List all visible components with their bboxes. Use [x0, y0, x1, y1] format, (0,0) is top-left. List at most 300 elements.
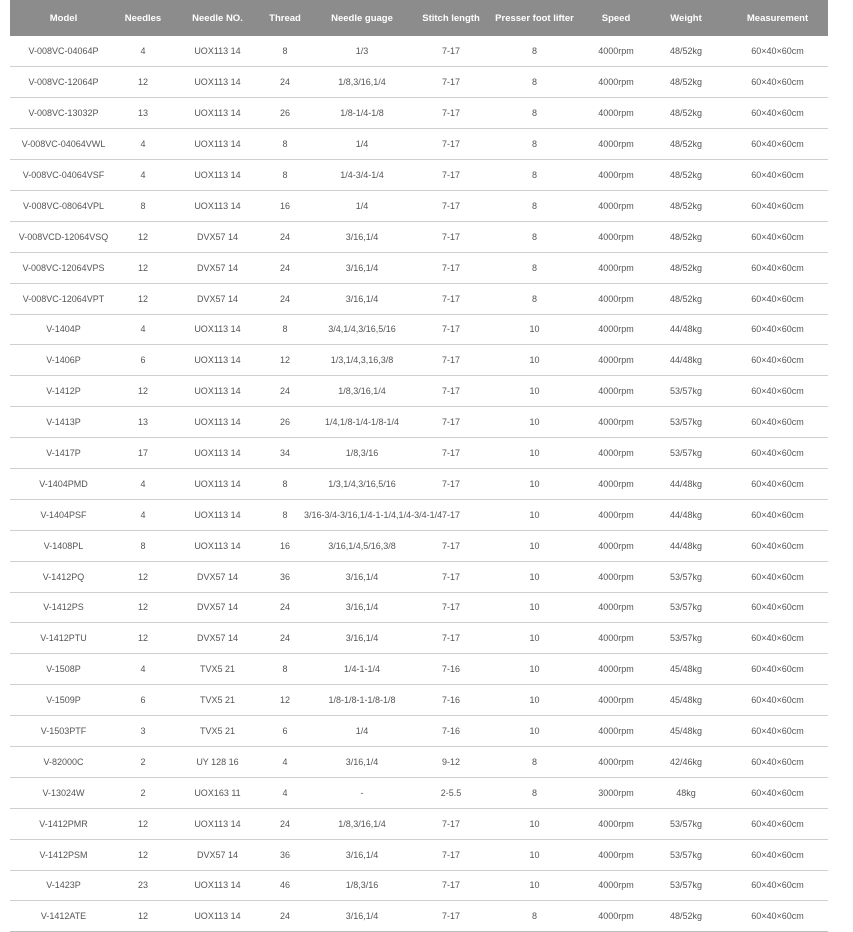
cell-thread: 4	[266, 746, 304, 777]
cell-needle-guage: 1/8,3/16	[304, 870, 420, 901]
cell-stitch-length: 7-16	[420, 716, 482, 747]
cell-needles: 12	[117, 808, 169, 839]
cell-presser-foot-lifter: 10	[482, 345, 587, 376]
cell-presser-foot-lifter: 10	[482, 839, 587, 870]
cell-presser-foot-lifter: 8	[482, 252, 587, 283]
cell-needle-no: UOX113 14	[169, 376, 266, 407]
cell-needle-guage: 1/8-1/4-1/8	[304, 98, 420, 129]
cell-speed: 4000rpm	[587, 221, 645, 252]
cell-model: V-008VC-12064P	[10, 67, 117, 98]
cell-needle-guage: 1/8,3/16,1/4	[304, 376, 420, 407]
cell-needle-no: UOX113 14	[169, 67, 266, 98]
cell-needles: 12	[117, 283, 169, 314]
cell-weight: 44/48kg	[645, 499, 727, 530]
cell-stitch-length: 7-17	[420, 499, 482, 530]
table-row	[10, 407, 828, 438]
cell-stitch-length: 7-17	[420, 468, 482, 499]
cell-presser-foot-lifter: 8	[482, 98, 587, 129]
cell-presser-foot-lifter: 8	[482, 746, 587, 777]
cell-model: V-1508P	[10, 654, 117, 685]
table-row	[10, 499, 828, 530]
cell-thread: 8	[266, 654, 304, 685]
cell-needle-no: UOX113 14	[169, 438, 266, 469]
cell-thread: 8	[266, 468, 304, 499]
cell-presser-foot-lifter: 8	[482, 160, 587, 191]
cell-weight: 48/52kg	[645, 67, 727, 98]
cell-needle-guage: 3/16,1/4	[304, 283, 420, 314]
cell-needle-no: DVX57 14	[169, 623, 266, 654]
cell-weight: 53/57kg	[645, 870, 727, 901]
table-row	[10, 468, 828, 499]
cell-model: V-13024W	[10, 777, 117, 808]
cell-needle-no: UOX113 14	[169, 870, 266, 901]
cell-needles: 3	[117, 716, 169, 747]
cell-presser-foot-lifter: 10	[482, 314, 587, 345]
table-row	[10, 530, 828, 561]
cell-stitch-length: 7-17	[420, 839, 482, 870]
header-row	[10, 0, 828, 36]
cell-stitch-length: 7-17	[420, 283, 482, 314]
cell-thread: 46	[266, 870, 304, 901]
cell-needle-guage: 1/8-1/8-1-1/8-1/8	[304, 685, 420, 716]
cell-speed: 4000rpm	[587, 67, 645, 98]
table-row	[10, 438, 828, 469]
cell-thread: 24	[266, 808, 304, 839]
table-header	[10, 0, 828, 36]
cell-stitch-length: 7-17	[420, 36, 482, 67]
cell-needle-guage: 3/16,1/4	[304, 221, 420, 252]
cell-presser-foot-lifter: 8	[482, 901, 587, 932]
column-header-needle-no: Needle NO.	[192, 12, 243, 24]
cell-measurement: 60×40×60cm	[727, 561, 828, 592]
cell-stitch-length: 7-17	[420, 190, 482, 221]
cell-stitch-length: 7-17	[420, 808, 482, 839]
cell-needle-no: DVX57 14	[169, 561, 266, 592]
cell-needles: 12	[117, 252, 169, 283]
cell-speed: 4000rpm	[587, 499, 645, 530]
table-row	[10, 777, 828, 808]
column-header-weight: Weight	[670, 12, 702, 24]
cell-thread: 8	[266, 314, 304, 345]
cell-needles: 12	[117, 623, 169, 654]
column-header-needle-guage: Needle guage	[331, 12, 393, 24]
table-row	[10, 654, 828, 685]
cell-weight: 44/48kg	[645, 530, 727, 561]
cell-stitch-length: 7-17	[420, 623, 482, 654]
cell-needles: 17	[117, 438, 169, 469]
table-row	[10, 623, 828, 654]
cell-weight: 53/57kg	[645, 407, 727, 438]
cell-presser-foot-lifter: 10	[482, 716, 587, 747]
cell-needle-guage: 3/16-3/4-3/16,1/4-1-1/4,1/4-3/4-1/4	[304, 499, 420, 530]
cell-model: V-008VC-13032P	[10, 98, 117, 129]
cell-thread: 24	[266, 221, 304, 252]
cell-speed: 4000rpm	[587, 129, 645, 160]
cell-weight: 48/52kg	[645, 252, 727, 283]
cell-model: V-1412PQ	[10, 561, 117, 592]
cell-measurement: 60×40×60cm	[727, 36, 828, 67]
cell-needle-guage: 1/4-3/4-1/4	[304, 160, 420, 191]
cell-stitch-length: 7-17	[420, 345, 482, 376]
cell-needles: 12	[117, 901, 169, 932]
cell-measurement: 60×40×60cm	[727, 221, 828, 252]
cell-needle-guage: 3/16,1/4	[304, 623, 420, 654]
cell-needles: 4	[117, 36, 169, 67]
cell-presser-foot-lifter: 8	[482, 36, 587, 67]
table-row	[10, 190, 828, 221]
spec-table	[10, 0, 828, 932]
cell-stitch-length: 7-17	[420, 592, 482, 623]
column-header-model: Model	[49, 12, 78, 24]
cell-thread: 8	[266, 499, 304, 530]
cell-presser-foot-lifter: 10	[482, 530, 587, 561]
cell-model: V-1412PSM	[10, 839, 117, 870]
cell-model: V-1404PSF	[10, 499, 117, 530]
cell-needles: 2	[117, 777, 169, 808]
cell-needles: 4	[117, 129, 169, 160]
cell-speed: 4000rpm	[587, 36, 645, 67]
cell-stitch-length: 7-17	[420, 221, 482, 252]
cell-model: V-1503PTF	[10, 716, 117, 747]
cell-needle-no: UOX113 14	[169, 98, 266, 129]
cell-thread: 36	[266, 561, 304, 592]
cell-weight: 48kg	[645, 777, 727, 808]
cell-thread: 24	[266, 283, 304, 314]
cell-weight: 48/52kg	[645, 190, 727, 221]
table-row	[10, 839, 828, 870]
cell-weight: 45/48kg	[645, 716, 727, 747]
table-row	[10, 376, 828, 407]
cell-needle-guage: 3/16,1/4	[304, 746, 420, 777]
cell-speed: 4000rpm	[587, 592, 645, 623]
cell-needles: 13	[117, 98, 169, 129]
cell-model: V-008VC-04064VSF	[10, 160, 117, 191]
cell-model: V-1412PTU	[10, 623, 117, 654]
cell-needle-no: DVX57 14	[169, 252, 266, 283]
cell-needle-no: UOX113 14	[169, 160, 266, 191]
table-row	[10, 901, 828, 932]
cell-weight: 53/57kg	[645, 839, 727, 870]
cell-stitch-length: 7-17	[420, 870, 482, 901]
cell-measurement: 60×40×60cm	[727, 98, 828, 129]
table-row	[10, 36, 828, 67]
cell-speed: 4000rpm	[587, 283, 645, 314]
cell-measurement: 60×40×60cm	[727, 67, 828, 98]
cell-weight: 48/52kg	[645, 129, 727, 160]
cell-speed: 4000rpm	[587, 623, 645, 654]
cell-presser-foot-lifter: 10	[482, 561, 587, 592]
cell-model: V-1412P	[10, 376, 117, 407]
cell-measurement: 60×40×60cm	[727, 283, 828, 314]
cell-thread: 24	[266, 252, 304, 283]
cell-needle-no: DVX57 14	[169, 592, 266, 623]
cell-stitch-length: 7-16	[420, 685, 482, 716]
cell-weight: 53/57kg	[645, 376, 727, 407]
cell-needles: 4	[117, 160, 169, 191]
table-row	[10, 67, 828, 98]
table-row	[10, 746, 828, 777]
cell-model: V-1417P	[10, 438, 117, 469]
cell-thread: 6	[266, 716, 304, 747]
cell-speed: 4000rpm	[587, 901, 645, 932]
cell-speed: 4000rpm	[587, 438, 645, 469]
cell-model: V-1413P	[10, 407, 117, 438]
cell-stitch-length: 7-17	[420, 901, 482, 932]
cell-measurement: 60×40×60cm	[727, 777, 828, 808]
column-header-presser-foot-lifter: Presser foot lifter	[495, 12, 574, 24]
cell-presser-foot-lifter: 10	[482, 654, 587, 685]
cell-model: V-1423P	[10, 870, 117, 901]
cell-presser-foot-lifter: 10	[482, 870, 587, 901]
cell-thread: 24	[266, 67, 304, 98]
cell-model: V-1412ATE	[10, 901, 117, 932]
cell-measurement: 60×40×60cm	[727, 530, 828, 561]
cell-needle-no: UOX113 14	[169, 901, 266, 932]
cell-speed: 4000rpm	[587, 808, 645, 839]
cell-needle-guage: 3/16,1/4	[304, 901, 420, 932]
cell-speed: 4000rpm	[587, 746, 645, 777]
cell-needle-guage: 1/3,1/4,3/16,5/16	[304, 468, 420, 499]
cell-needle-no: UOX113 14	[169, 345, 266, 376]
table-row	[10, 314, 828, 345]
table-row	[10, 870, 828, 901]
cell-needles: 6	[117, 685, 169, 716]
cell-presser-foot-lifter: 10	[482, 592, 587, 623]
cell-speed: 4000rpm	[587, 685, 645, 716]
cell-needle-no: UOX113 14	[169, 499, 266, 530]
cell-presser-foot-lifter: 10	[482, 808, 587, 839]
cell-model: V-1412PS	[10, 592, 117, 623]
cell-needle-no: DVX57 14	[169, 283, 266, 314]
cell-needle-guage: 3/16,1/4	[304, 561, 420, 592]
cell-measurement: 60×40×60cm	[727, 129, 828, 160]
cell-needle-guage: 1/4	[304, 129, 420, 160]
cell-measurement: 60×40×60cm	[727, 345, 828, 376]
cell-presser-foot-lifter: 8	[482, 67, 587, 98]
table-row	[10, 221, 828, 252]
cell-presser-foot-lifter: 8	[482, 777, 587, 808]
cell-weight: 53/57kg	[645, 623, 727, 654]
cell-thread: 8	[266, 160, 304, 191]
cell-thread: 24	[266, 376, 304, 407]
cell-needle-no: UOX113 14	[169, 808, 266, 839]
cell-needle-guage: 1/3,1/4,3,16,3/8	[304, 345, 420, 376]
cell-measurement: 60×40×60cm	[727, 160, 828, 191]
table-row	[10, 98, 828, 129]
cell-thread: 12	[266, 345, 304, 376]
cell-speed: 3000rpm	[587, 777, 645, 808]
cell-stitch-length: 7-17	[420, 160, 482, 191]
cell-measurement: 60×40×60cm	[727, 716, 828, 747]
cell-speed: 4000rpm	[587, 839, 645, 870]
cell-needle-guage: 3/4,1/4,3/16,5/16	[304, 314, 420, 345]
cell-stitch-length: 7-16	[420, 654, 482, 685]
cell-model: V-1509P	[10, 685, 117, 716]
cell-thread: 26	[266, 407, 304, 438]
cell-speed: 4000rpm	[587, 190, 645, 221]
table-row	[10, 252, 828, 283]
cell-thread: 16	[266, 530, 304, 561]
table-row	[10, 129, 828, 160]
cell-needles: 12	[117, 561, 169, 592]
cell-measurement: 60×40×60cm	[727, 746, 828, 777]
cell-needle-no: UOX113 14	[169, 190, 266, 221]
cell-weight: 48/52kg	[645, 221, 727, 252]
cell-weight: 53/57kg	[645, 808, 727, 839]
cell-needles: 23	[117, 870, 169, 901]
table-row	[10, 716, 828, 747]
cell-measurement: 60×40×60cm	[727, 901, 828, 932]
cell-weight: 42/46kg	[645, 746, 727, 777]
cell-weight: 45/48kg	[645, 685, 727, 716]
cell-presser-foot-lifter: 8	[482, 190, 587, 221]
cell-measurement: 60×40×60cm	[727, 839, 828, 870]
cell-needles: 12	[117, 592, 169, 623]
cell-measurement: 60×40×60cm	[727, 468, 828, 499]
cell-presser-foot-lifter: 10	[482, 623, 587, 654]
cell-needle-no: TVX5 21	[169, 685, 266, 716]
cell-measurement: 60×40×60cm	[727, 407, 828, 438]
table-row	[10, 561, 828, 592]
cell-stitch-length: 9-12	[420, 746, 482, 777]
cell-thread: 8	[266, 36, 304, 67]
cell-needle-no: DVX57 14	[169, 221, 266, 252]
cell-weight: 53/57kg	[645, 438, 727, 469]
cell-needle-guage: 1/8,3/16,1/4	[304, 808, 420, 839]
cell-measurement: 60×40×60cm	[727, 623, 828, 654]
cell-presser-foot-lifter: 10	[482, 685, 587, 716]
cell-needle-no: UY 128 16	[169, 746, 266, 777]
cell-presser-foot-lifter: 10	[482, 468, 587, 499]
cell-presser-foot-lifter: 8	[482, 283, 587, 314]
cell-weight: 48/52kg	[645, 98, 727, 129]
cell-needle-guage: 3/16,1/4	[304, 839, 420, 870]
cell-model: V-1406P	[10, 345, 117, 376]
cell-needles: 6	[117, 345, 169, 376]
cell-stitch-length: 7-17	[420, 530, 482, 561]
cell-needles: 2	[117, 746, 169, 777]
cell-speed: 4000rpm	[587, 252, 645, 283]
cell-speed: 4000rpm	[587, 407, 645, 438]
cell-model: V-1404PMD	[10, 468, 117, 499]
table-row	[10, 685, 828, 716]
cell-model: V-008VC-12064VPT	[10, 283, 117, 314]
cell-stitch-length: 7-17	[420, 376, 482, 407]
cell-measurement: 60×40×60cm	[727, 252, 828, 283]
column-header-measurement: Measurement	[746, 12, 809, 24]
cell-thread: 26	[266, 98, 304, 129]
cell-weight: 44/48kg	[645, 345, 727, 376]
cell-needle-no: UOX113 14	[169, 36, 266, 67]
cell-model: V-008VC-04064VWL	[10, 129, 117, 160]
cell-measurement: 60×40×60cm	[727, 808, 828, 839]
cell-needles: 4	[117, 314, 169, 345]
cell-model: V-1412PMR	[10, 808, 117, 839]
cell-weight: 48/52kg	[645, 36, 727, 67]
cell-model: V-1408PL	[10, 530, 117, 561]
cell-model: V-1404P	[10, 314, 117, 345]
cell-needle-no: UOX113 14	[169, 468, 266, 499]
cell-weight: 44/48kg	[645, 468, 727, 499]
cell-stitch-length: 7-17	[420, 129, 482, 160]
cell-needle-guage: 1/3	[304, 36, 420, 67]
cell-thread: 4	[266, 777, 304, 808]
cell-needle-guage: -	[304, 777, 420, 808]
cell-measurement: 60×40×60cm	[727, 438, 828, 469]
cell-weight: 44/48kg	[645, 314, 727, 345]
cell-needles: 4	[117, 468, 169, 499]
cell-stitch-length: 7-17	[420, 438, 482, 469]
cell-needle-no: UOX113 14	[169, 129, 266, 160]
cell-needle-guage: 3/16,1/4	[304, 592, 420, 623]
cell-needle-guage: 1/8,3/16,1/4	[304, 67, 420, 98]
cell-speed: 4000rpm	[587, 314, 645, 345]
cell-measurement: 60×40×60cm	[727, 685, 828, 716]
cell-speed: 4000rpm	[587, 468, 645, 499]
cell-presser-foot-lifter: 10	[482, 407, 587, 438]
cell-speed: 4000rpm	[587, 376, 645, 407]
cell-thread: 24	[266, 623, 304, 654]
cell-weight: 48/52kg	[645, 283, 727, 314]
table-row	[10, 283, 828, 314]
cell-thread: 12	[266, 685, 304, 716]
cell-speed: 4000rpm	[587, 561, 645, 592]
cell-stitch-length: 7-17	[420, 561, 482, 592]
cell-needle-no: UOX113 14	[169, 530, 266, 561]
cell-model: V-008VC-12064VPS	[10, 252, 117, 283]
cell-thread: 16	[266, 190, 304, 221]
cell-needles: 8	[117, 190, 169, 221]
cell-needle-no: TVX5 21	[169, 654, 266, 685]
cell-speed: 4000rpm	[587, 98, 645, 129]
cell-needle-no: DVX57 14	[169, 839, 266, 870]
table-row	[10, 808, 828, 839]
cell-model: V-008VC-04064P	[10, 36, 117, 67]
table-row	[10, 345, 828, 376]
cell-needle-guage: 1/4	[304, 190, 420, 221]
cell-presser-foot-lifter: 8	[482, 129, 587, 160]
cell-stitch-length: 7-17	[420, 98, 482, 129]
cell-needle-guage: 1/8,3/16	[304, 438, 420, 469]
cell-weight: 48/52kg	[645, 160, 727, 191]
column-header-needles: Needles	[124, 12, 162, 24]
cell-measurement: 60×40×60cm	[727, 592, 828, 623]
cell-needle-guage: 3/16,1/4,5/16,3/8	[304, 530, 420, 561]
cell-needles: 8	[117, 530, 169, 561]
cell-needle-no: UOX113 14	[169, 314, 266, 345]
cell-needles: 4	[117, 654, 169, 685]
cell-model: V-008VCD-12064VSQ	[10, 221, 117, 252]
cell-measurement: 60×40×60cm	[727, 870, 828, 901]
cell-stitch-length: 7-17	[420, 67, 482, 98]
cell-measurement: 60×40×60cm	[727, 376, 828, 407]
cell-speed: 4000rpm	[587, 870, 645, 901]
cell-stitch-length: 7-17	[420, 252, 482, 283]
cell-needles: 12	[117, 839, 169, 870]
cell-needle-no: UOX113 14	[169, 407, 266, 438]
cell-weight: 53/57kg	[645, 561, 727, 592]
column-header-speed: Speed	[601, 12, 631, 24]
column-header-stitch-length: Stitch length	[422, 12, 480, 24]
cell-thread: 24	[266, 901, 304, 932]
cell-needles: 12	[117, 67, 169, 98]
cell-stitch-length: 7-17	[420, 407, 482, 438]
cell-thread: 24	[266, 592, 304, 623]
cell-presser-foot-lifter: 8	[482, 221, 587, 252]
cell-needles: 12	[117, 221, 169, 252]
table-row	[10, 592, 828, 623]
cell-speed: 4000rpm	[587, 654, 645, 685]
